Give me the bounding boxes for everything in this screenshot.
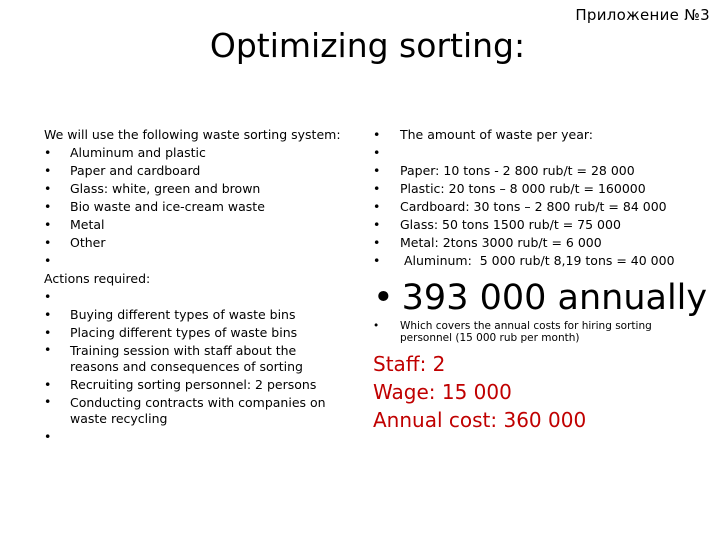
waste-item-text: Plastic: 20 tons – 8 000 rub/t = 160000: [400, 181, 646, 196]
empty-list-item: [44, 428, 349, 446]
bullet: •: [373, 278, 394, 318]
bullet: •: [44, 377, 52, 392]
annual-cost: Annual cost: 360 000: [373, 408, 587, 432]
bullet: •: [44, 307, 52, 322]
bullet: •: [44, 342, 52, 357]
actions-heading: Actions required:: [44, 271, 151, 286]
cost-note-text: Which covers the annual costs for hiring sorting personnel (15 000 rub per month): [400, 320, 652, 344]
waste-item-text: Glass: 50 tons 1500 rub/t = 75 000: [400, 217, 621, 232]
waste-item: [373, 252, 713, 270]
staff-count: Staff: 2: [373, 352, 446, 376]
bullet: •: [44, 199, 52, 214]
page-title: Optimizing sorting:: [209, 26, 526, 65]
staff-summary: [373, 350, 586, 434]
list-item: [44, 394, 349, 428]
waste-item: [373, 198, 713, 216]
bullet: •: [373, 199, 381, 214]
list-item: [44, 376, 349, 394]
list-item: [44, 198, 349, 216]
bullet: •: [44, 163, 52, 178]
action-item: Training session with staff about the reasons and consequences of sorting: [70, 343, 303, 374]
list-item: [44, 180, 349, 198]
cost-note-row: [373, 320, 693, 344]
bullet: •: [373, 235, 381, 250]
sorting-type: Paper and cardboard: [70, 163, 201, 178]
bullet: •: [373, 145, 381, 160]
sorting-type: Bio waste and ice-cream waste: [70, 199, 265, 214]
sorting-type: Other: [70, 235, 106, 250]
action-item: Buying different types of waste bins: [70, 307, 296, 322]
bullet: •: [44, 235, 52, 250]
list-item: [44, 342, 349, 376]
bullet: •: [44, 145, 52, 160]
waste-heading: The amount of waste per year:: [400, 127, 594, 142]
bullet: •: [44, 429, 52, 444]
bullet: •: [373, 181, 381, 196]
bullet: •: [44, 325, 52, 340]
waste-heading-row: [373, 126, 713, 144]
list-item: [44, 306, 349, 324]
empty-list-item: [373, 144, 713, 162]
action-item: Placing different types of waste bins: [70, 325, 298, 340]
bullet: •: [44, 289, 52, 304]
waste-item: [373, 234, 713, 252]
waste-item-text: Aluminum: 5 000 rub/t 8,19 tons = 40 000: [400, 253, 675, 268]
bullet: •: [373, 253, 381, 268]
waste-item: [373, 216, 713, 234]
list-item: [44, 162, 349, 180]
waste-item-text: Cardboard: 30 tons – 2 800 rub/t = 84 000: [400, 199, 667, 214]
right-column: [373, 126, 713, 270]
sorting-type: Aluminum and plastic: [70, 145, 206, 160]
sorting-intro: We will use the following waste sorting system:: [44, 127, 341, 142]
action-item: Recruiting sorting personnel: 2 persons: [70, 377, 317, 392]
annual-total-text: 393 000 annually: [401, 278, 708, 318]
bullet: •: [44, 394, 52, 409]
wage-amount: Wage: 15 000: [373, 380, 512, 404]
bullet: •: [44, 253, 52, 268]
waste-item-text: Paper: 10 tons - 2 800 rub/t = 28 000: [400, 163, 635, 178]
bullet: •: [373, 163, 381, 178]
cost-note: [373, 320, 693, 344]
annual-total: [373, 278, 707, 318]
empty-list-item: [44, 288, 349, 306]
list-item: [44, 234, 349, 252]
waste-item: [373, 162, 713, 180]
waste-item: [373, 180, 713, 198]
sorting-type: Metal: [70, 217, 105, 232]
bullet: •: [44, 217, 52, 232]
action-item: Conducting contracts with companies on waste recycling: [70, 395, 326, 426]
bullet: •: [44, 181, 52, 196]
annex-label: Приложение №3: [575, 6, 710, 24]
bullet: •: [373, 320, 380, 332]
sorting-type: Glass: white, green and brown: [70, 181, 261, 196]
bullet: •: [373, 127, 381, 142]
bullet: •: [373, 217, 381, 232]
list-item: [44, 216, 349, 234]
empty-list-item: [44, 252, 349, 270]
left-column: [44, 126, 349, 446]
list-item: [44, 144, 349, 162]
waste-item-text: Metal: 2tons 3000 rub/t = 6 000: [400, 235, 602, 250]
list-item: [44, 324, 349, 342]
